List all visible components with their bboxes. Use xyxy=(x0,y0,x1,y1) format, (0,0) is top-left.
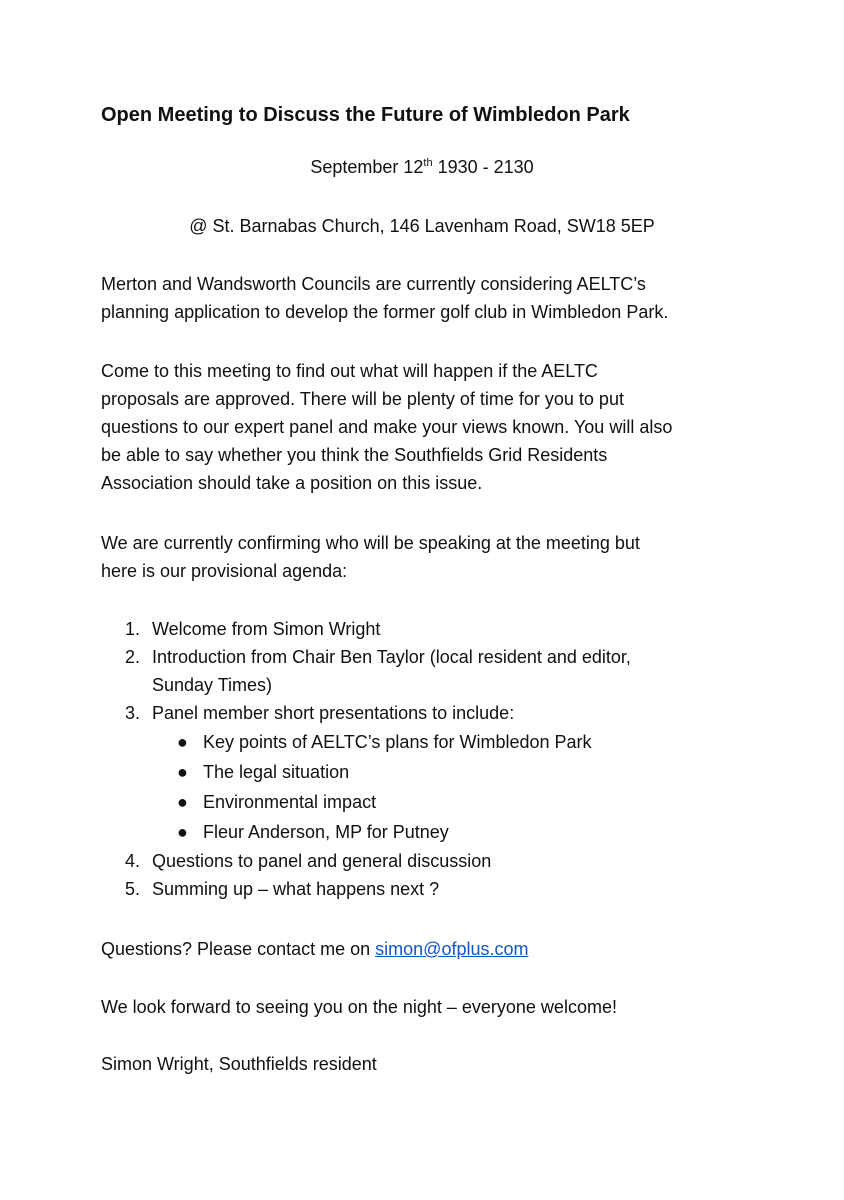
agenda-item xyxy=(101,875,741,903)
agenda-item-text: Introduction from Chair Ben Taylor (local resident and editor, xyxy=(152,647,631,667)
meeting-date-prefix: September 12 xyxy=(310,157,424,177)
agenda-item xyxy=(101,643,741,699)
agenda-item-text: Summing up – what happens next ? xyxy=(152,879,440,899)
come-line: be able to say whether you think the Southfields Grid Residents xyxy=(101,445,608,465)
intro-line: planning application to develop the former golf club in Wimbledon Park. xyxy=(101,302,669,322)
signature: Simon Wright, Southfields resident xyxy=(101,1054,377,1074)
agenda-list xyxy=(101,615,741,903)
questions-text: Questions? Please contact me on xyxy=(101,939,376,959)
contact-email-link[interactable]: simon@ofplus.com xyxy=(375,939,529,959)
bullet-icon: ● xyxy=(177,762,188,782)
intro-paragraph xyxy=(101,270,761,326)
questions-paragraph xyxy=(101,935,761,963)
agenda-item xyxy=(101,615,741,643)
agenda-item-text: Panel member short presentations to include: xyxy=(152,703,515,723)
come-line: proposals are approved. There will be plenty of time for you to put xyxy=(101,389,624,409)
bullet-icon: ● xyxy=(177,822,188,842)
intro-line: Merton and Wandsworth Councils are currently considering AELTC’s xyxy=(101,274,646,294)
agenda-intro-paragraph xyxy=(101,529,761,585)
agenda-item xyxy=(101,847,741,875)
agenda-sub-item xyxy=(152,757,741,787)
come-line: Come to this meeting to find out what will happen if the AELTC xyxy=(101,361,598,381)
meeting-date xyxy=(0,157,844,178)
agenda-item-number: 4. xyxy=(125,851,141,871)
agenda-intro-line: here is our provisional agenda: xyxy=(101,561,348,581)
meeting-venue: @ St. Barnabas Church, 146 Lavenham Road, SW18 5EP xyxy=(189,216,655,236)
agenda-sub-item xyxy=(152,817,741,847)
agenda-item-number: 5. xyxy=(125,879,141,899)
agenda-item-text: Questions to panel and general discussion xyxy=(152,851,492,871)
agenda-sub-item-text: The legal situation xyxy=(203,762,350,782)
come-line: questions to our expert panel and make your views known. You will also xyxy=(101,417,673,437)
agenda-item-number: 1. xyxy=(125,619,141,639)
agenda-sub-item-text: Fleur Anderson, MP for Putney xyxy=(203,822,449,842)
meeting-date-ordinal: th xyxy=(423,157,433,169)
agenda-item xyxy=(101,699,741,847)
agenda-item-text: Welcome from Simon Wright xyxy=(152,619,381,639)
agenda-sub-item-text: Environmental impact xyxy=(203,792,377,812)
meeting-time: 1930 - 2130 xyxy=(432,157,534,177)
come-line: Association should take a position on this issue. xyxy=(101,473,483,493)
agenda-sub-item xyxy=(152,727,741,757)
come-paragraph xyxy=(101,357,761,497)
agenda-item-number: 3. xyxy=(125,703,141,723)
bullet-icon: ● xyxy=(177,732,188,752)
agenda-item-number: 2. xyxy=(125,647,141,667)
agenda-sub-list xyxy=(152,727,741,847)
agenda-sub-item xyxy=(152,787,741,817)
agenda-intro-line: We are currently confirming who will be speaking at the meeting but xyxy=(101,533,640,553)
document-title: Open Meeting to Discuss the Future of Wimbledon Park xyxy=(101,104,630,126)
closing-paragraph: We look forward to seeing you on the night – everyone welcome! xyxy=(101,997,617,1017)
bullet-icon: ● xyxy=(177,792,188,812)
agenda-sub-item-text: Key points of AELTC’s plans for Wimbledon Park xyxy=(203,732,592,752)
agenda-item-text-continued: Sunday Times) xyxy=(152,675,273,695)
